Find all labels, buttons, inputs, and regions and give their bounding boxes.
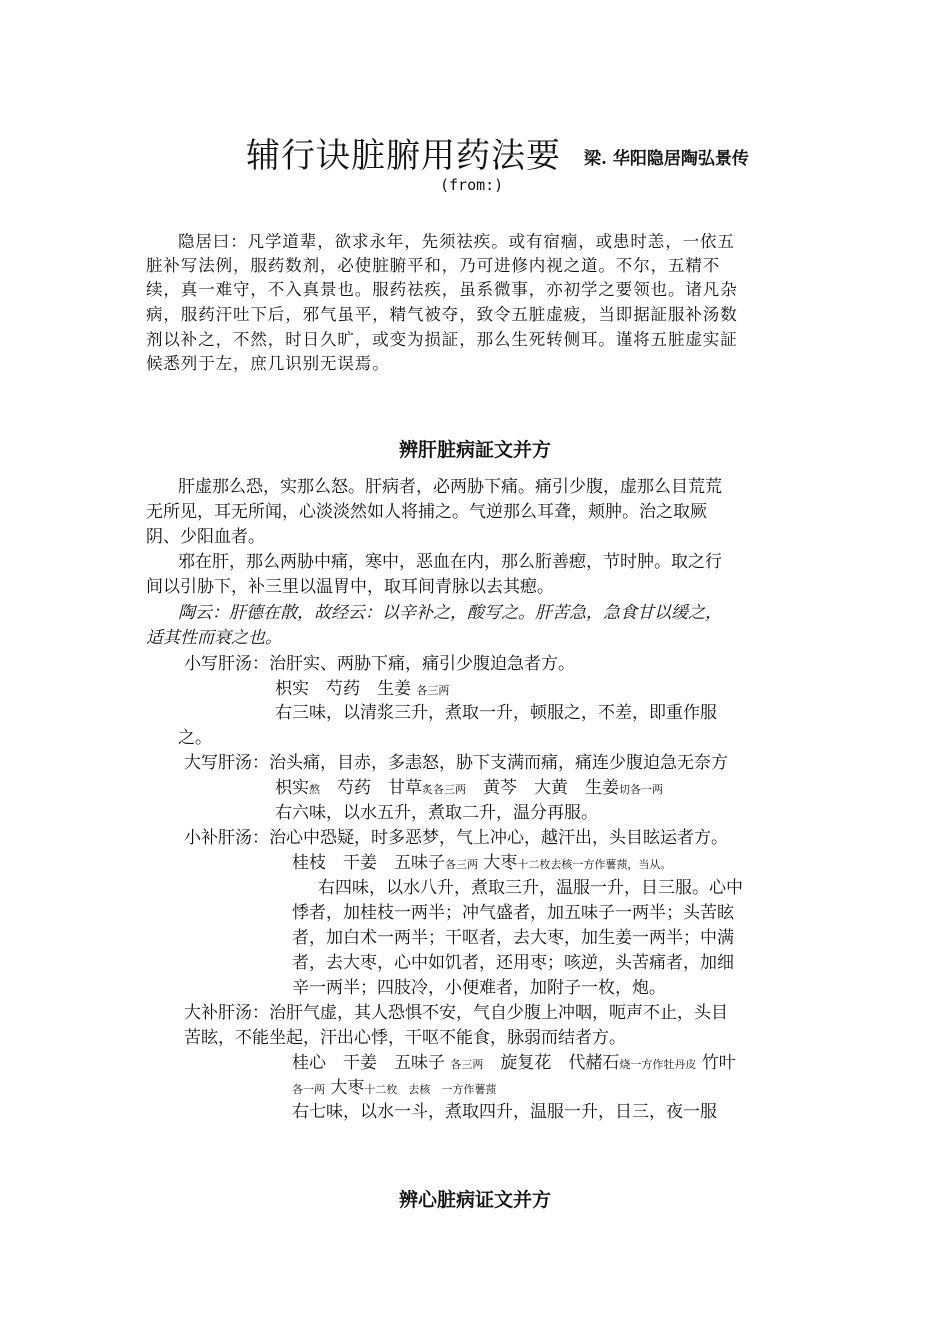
intro-line: 脏补写法例，服药数剂，必使脏腑平和，乃可进修内视之道。不尔，五精不 <box>146 256 721 275</box>
formula-method: 右三味，以清浆三升，煮取一升，顿服之，不差，即重作服 <box>275 703 717 723</box>
liver-section-heading: 辨肝脏病証文并方 <box>398 439 551 461</box>
author-line: 梁. 华阳隐居陶弘景传 <box>584 149 749 169</box>
formula-title: 小写肝汤：治肝实、两胁下痛，痛引少腹迫急者方。 <box>184 654 575 674</box>
herb-dose: 各三两 <box>416 684 450 697</box>
herb-dose: 烧一方作牡丹皮 <box>619 1058 697 1071</box>
intro-line: 剂以补之，不然，时日久旷，或变为损証，那么生死转侧耳。谨将五脏虚实証 <box>146 330 738 349</box>
herb-list: 旋复花 代赭石 <box>500 1053 620 1073</box>
herb-dose: 各一两 <box>292 1083 325 1096</box>
herb: 芍药 甘草 <box>320 778 422 798</box>
source-note: (from:) <box>440 176 504 194</box>
herb-dose: 各三两 <box>445 858 478 871</box>
herb: 大枣 <box>483 853 518 873</box>
text-line: 间以引胁下，补三里以温胃中，取耳间青脉以去其瘛。 <box>146 577 554 597</box>
herb-list: 桂心 干姜 五味子 <box>292 1053 445 1073</box>
formula-method: 右六味，以水五升，煮取二升，温分再服。 <box>275 803 598 823</box>
formula-title: 大补肝汤：治肝气虚，其人恐惧不安，气自少腹上冲咽，呃声不止，头目 <box>184 1003 728 1023</box>
intro-line: 候悉列于左，庶几识别无误焉。 <box>146 354 390 373</box>
herb: 枳实 <box>275 778 309 798</box>
formula-herbs <box>275 674 449 699</box>
herb: 大枣 <box>330 1078 365 1098</box>
text-line: 阴、少阳血者。 <box>146 527 265 547</box>
formula-method: 者，加白术一两半；干呕者，去大枣，加生姜一两半；中满 <box>292 928 734 948</box>
formula-method: 辛一两半；四肢冷，小便难者，加附子一枚，炮。 <box>292 978 666 998</box>
formula-method: 悸者，加桂枝一两半；冲气盛者，加五味子一两半；头苦眩 <box>292 903 734 923</box>
text-line: 无所见，耳无所闻，心淡淡然如人将捕之。气逆那么耳聋，颊肿。治之取厥 <box>146 502 707 522</box>
heart-section-heading: 辨心脏病证文并方 <box>398 1189 551 1211</box>
formula-title: 大写肝汤：治头痛，目赤，多恚怒，胁下支满而痛，痛连少腹迫急无奈方 <box>184 753 728 773</box>
text-line: 肝虚那么恐，实那么怒。肝病者，必两胁下痛。痛引少腹，虚那么目荒荒 <box>178 477 722 497</box>
formula-method: 之。 <box>178 728 212 748</box>
formula-method: 者，去大枣，心中如饥者，还用枣；咳逆，头苦痛者，加细 <box>292 953 734 973</box>
herb: 竹叶 <box>701 1053 736 1073</box>
formula-herbs <box>292 1048 736 1073</box>
herb: 黄芩 大黄 生姜 <box>466 778 619 798</box>
intro-line: 续，真一难守，不入真景也。服药祛疾，虽系微事，亦初学之要领也。诸凡杂 <box>146 280 738 299</box>
herb-dose: 熬 <box>309 783 320 796</box>
formula-method: 右七味，以水一斗，煮取四升，温服一升，日三，夜一服 <box>292 1102 717 1122</box>
herb-dose: 十二枚去核一方作薯蓣，当从。 <box>517 858 672 871</box>
text-line: 邪在肝，那么两胁中痛，寒中，恶血在内，那么胻善瘛，节时肿。取之行 <box>178 552 722 572</box>
herb-dose: 十二枚 去核 一方作薯蓣 <box>364 1083 497 1096</box>
formula-title: 苦眩，不能坐起，汗出心悸，干呕不能食，脉弱而结者方。 <box>184 1028 626 1048</box>
herb-list: 桂枝 干姜 五味子 <box>292 853 445 873</box>
herb-dose: 炙各三两 <box>422 783 466 796</box>
formula-herbs <box>275 773 663 798</box>
herb-dose: 切各一两 <box>619 783 663 796</box>
formula-method: 右四味，以水八升，煮取三升，温服一升，日三服。心中 <box>318 878 743 898</box>
intro-line: 隐居曰：凡学道辈，欲求永年，先须祛疾。或有宿痼，或患时恙，一依五 <box>178 232 735 251</box>
text-line: 陶云：肝德在散，故经云：以辛补之，酸写之。肝苦急，急食甘以缓之， <box>178 603 722 623</box>
text-line: 适其性而衰之也。 <box>146 628 282 648</box>
intro-line: 病，服药汗吐下后，邪气虽平，精气被夺，致令五脏虚疲，当即据証服补汤数 <box>146 305 738 324</box>
formula-herbs <box>292 848 671 873</box>
formula-herbs <box>292 1073 496 1098</box>
herb-dose: 各三两 <box>450 1058 484 1071</box>
document-title: 辅行诀脏腑用药法要 <box>246 136 561 176</box>
formula-title: 小补肝汤：治心中恐疑，时多恶梦，气上冲心，越汗出，头目眩运者方。 <box>184 828 728 848</box>
herb-list: 枳实 芍药 生姜 <box>275 679 411 699</box>
